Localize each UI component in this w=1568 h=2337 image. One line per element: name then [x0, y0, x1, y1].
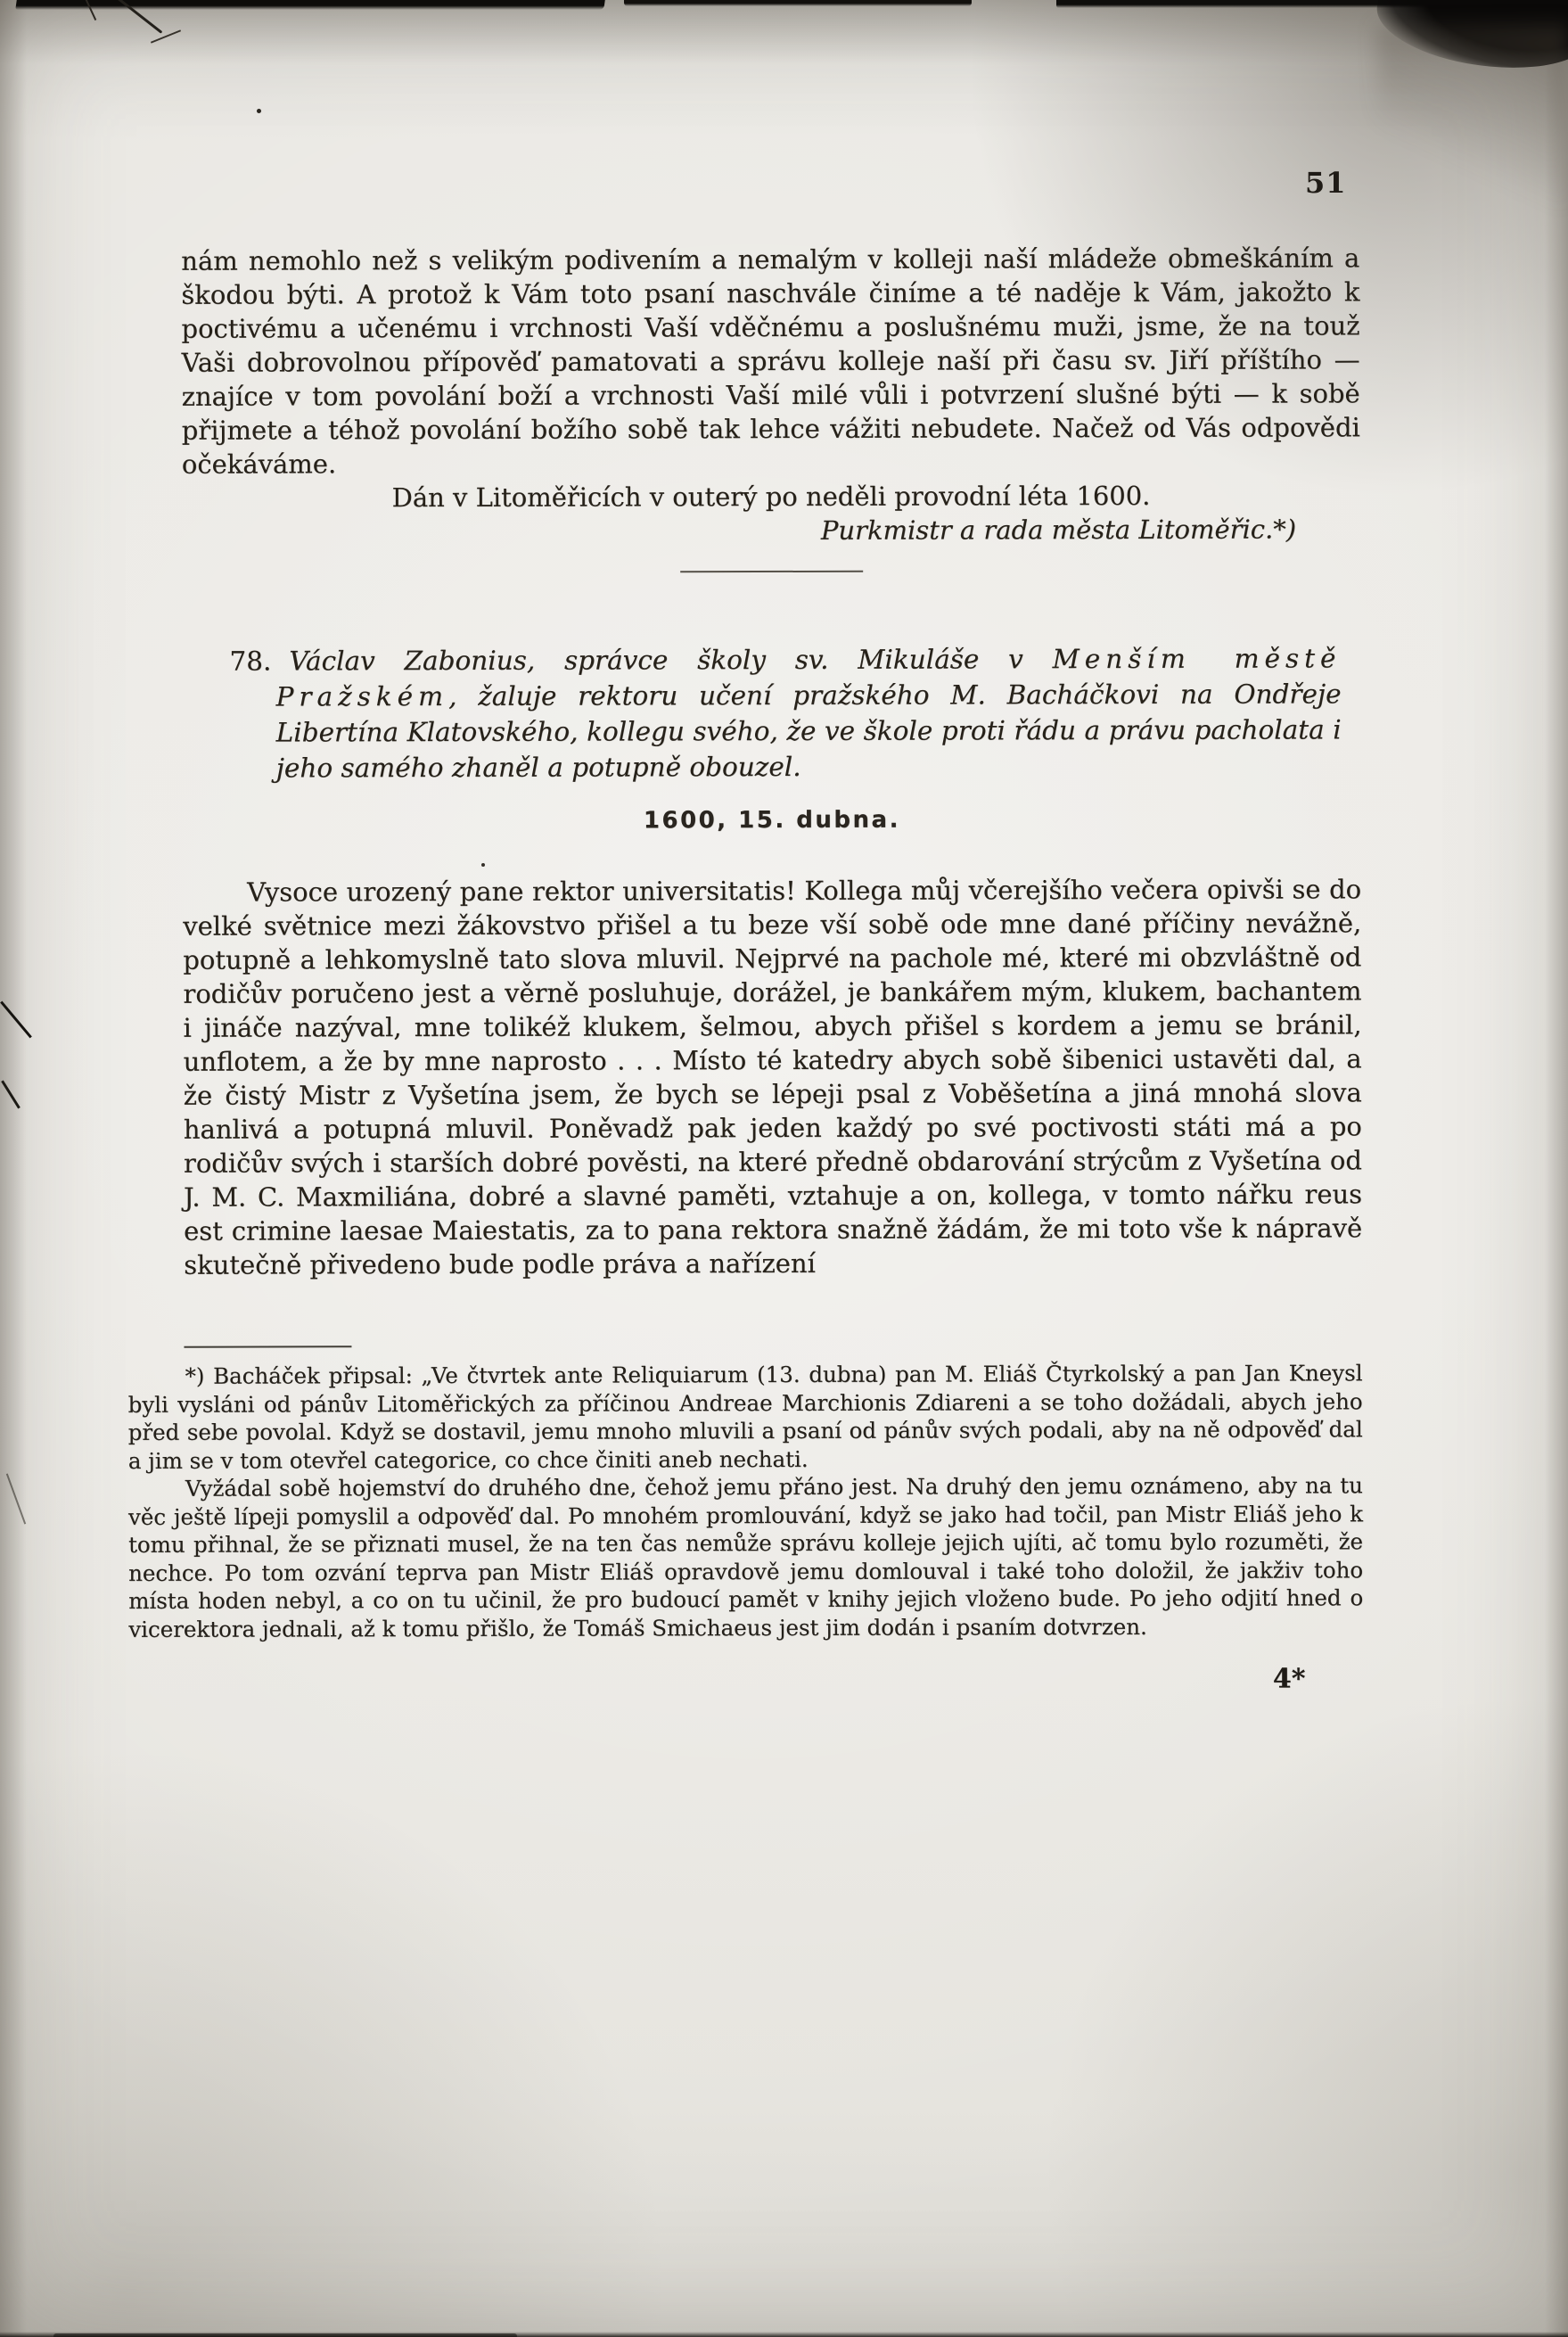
section-heading-text-pre: Václav Zabonius, správce školy sv. Mikuláše v	[289, 644, 1053, 677]
scan-artifact-scratch	[151, 29, 181, 43]
page-content	[127, 0, 1364, 1698]
scan-artifact-left-edge-mark	[1, 1080, 21, 1108]
section-heading-text-spaced: Menším městě Pražském	[275, 643, 1342, 712]
scan-artifact-right-edge-shadow	[1545, 0, 1568, 2337]
page-number: 51	[1305, 166, 1347, 200]
scan-artifact-bottom-edge-strip	[53, 2333, 517, 2337]
footnote-paragraph: *) Bacháček připsal: „Ve čtvrtek ante Reliquiarum (13. dubna) pan M. Eliáš Čtyrkolský a pan Jan Kneysl byli vysláni od pánův Litoměřických za příčinou Andreae Marchionis Zdiareni a se toho dožádali, abych jeho před sebe povolal. Když se dostavil, jemu mnoho mluvili a psaní od pánův svých podali, aby na ně odpověď dal a jim se v tom otevřel categorice, co chce činiti aneb nechati.	[127, 1360, 1363, 1474]
printer-signature-mark: 4*	[1272, 1663, 1306, 1695]
scan-artifact-scratch	[118, 0, 163, 34]
footnote-paragraph: Vyžádal sobě hojemství do druhého dne, čehož jemu přáno jest. Na druhý den jemu oznámeno, aby na tu věc ještě lípeji pomyslil a odpověď dal. Po mnohém promlouvání, když se jako had točil, pan Mistr Eliáš jeho k tomu přihnal, že se přiznati musel, že na ten čas nemůže správu kolleje jejich ujíti, ač tomu bylo rozuměti, že nechce. Po tom ozvání teprva pan Mistr Eliáš opravdově jemu domlouval i také toho doložil, že jakživ toho místa hoden nebyl, a co on tu učinil, že pro budoucí pamět v knihy jejich vloženo bude. Po jeho odjití hned o vicerektora jednali, až k tomu přišlo, že Tomáš Smichaeus jest jim dodán i psaním dotvrzen.	[127, 1472, 1364, 1642]
footnote	[128, 1359, 1364, 1643]
section-divider-rule	[680, 571, 863, 573]
scan-artifact-left-edge-mark	[6, 1473, 26, 1524]
section-heading-text-post: , žaluje rektoru učení pražského M. Bacháčkovi na Ondřeje Libertína Klatovského, kollegu svého, že ve škole proti řádu a právu pacholata i jeho samého zhaněl a potupně obouzel.	[275, 679, 1342, 784]
section-heading	[182, 640, 1360, 786]
scan-artifact-left-edge-shadow	[0, 0, 27, 2337]
footnote-rule	[184, 1345, 351, 1347]
section-date: 1600, 15. dubna.	[643, 806, 900, 835]
scan-artifact-top-right-haze	[1376, 25, 1568, 208]
scan-artifact-scratch	[84, 0, 96, 21]
letter-continuation-paragraph: nám nemohlo než s velikým podivením a nemalým v kolleji naší mládeže obmeškáním a škodou býti. A protož k Vám toto psaní naschvále činíme a té naděje k Vám, jakožto k poctivému a učenému i vrchnosti Vaší vděčnému a poslušnému muži, jsme, že na touž Vaši dobrovolnou přípověď pamatovati a správu kolleje naší při času sv. Jiří příštího — znajíce v tom povolání boží a vrchnosti Vaší milé vůli i potvrzení slušné býti — k sobě přijmete a téhož povolání božího sobě tak lehce vážiti nebudete. Načež od Vás odpovědi očekáváme.	[181, 243, 1360, 480]
letter-signature: Purkmistr a rada města Litoměřic.*)	[820, 514, 1297, 546]
scan-artifact-bottom-edge-strip	[0, 2332, 1568, 2337]
letter-dateline: Dán v Litoměřicích v outerý po neděli provodní léta 1600.	[391, 480, 1151, 514]
section-number: 78.	[229, 646, 272, 677]
scan-artifact-left-edge-mark	[0, 1001, 32, 1039]
section-body-paragraph: Vysoce urozený pane rektor universitatis! Kollega můj včerejšího večera opivši se do velké světnice mezi žákovstvo přišel a tu beze vší sobě ode mne dané příčiny nevážně, potupně a lehkomyslně tato slova mluvil. Nejprvé na pachole mé, které mi obzvláštně od rodičův poručeno jest a věrně posluhuje, dorážel, je bankářem mým, klukem, bachantem i jináče nazýval, mne tolikéž klukem, šelmou, abych přišel s kordem a jemu se bránil, unflotem, a že by mne naprosto . . . Místo té katedry abych sobě šibenici ustavěti dal, a že čistý Mistr z Vyšetína jsem, že bych se lépeji psal z Voběšetína a jiná mnohá slova hanlivá a potupná mluvil. Poněvadž pak jeden každý po své poctivosti státi má a po rodičův svých i starších dobré pověsti, na které předně obdarování strýcům z Vyšetína od J. M. C. Maxmiliána, dobré a slavné paměti, vztahuje a on, kollega, v tomto nářku reus est crimine laesae Maiestatis, za to pana rektora snažně žádám, že mi toto vše k nápravě skutečně přivedeno bude podle práva a nařízení	[183, 874, 1363, 1280]
scan-artifact-top-right-corner-stain	[1370, 0, 1568, 84]
